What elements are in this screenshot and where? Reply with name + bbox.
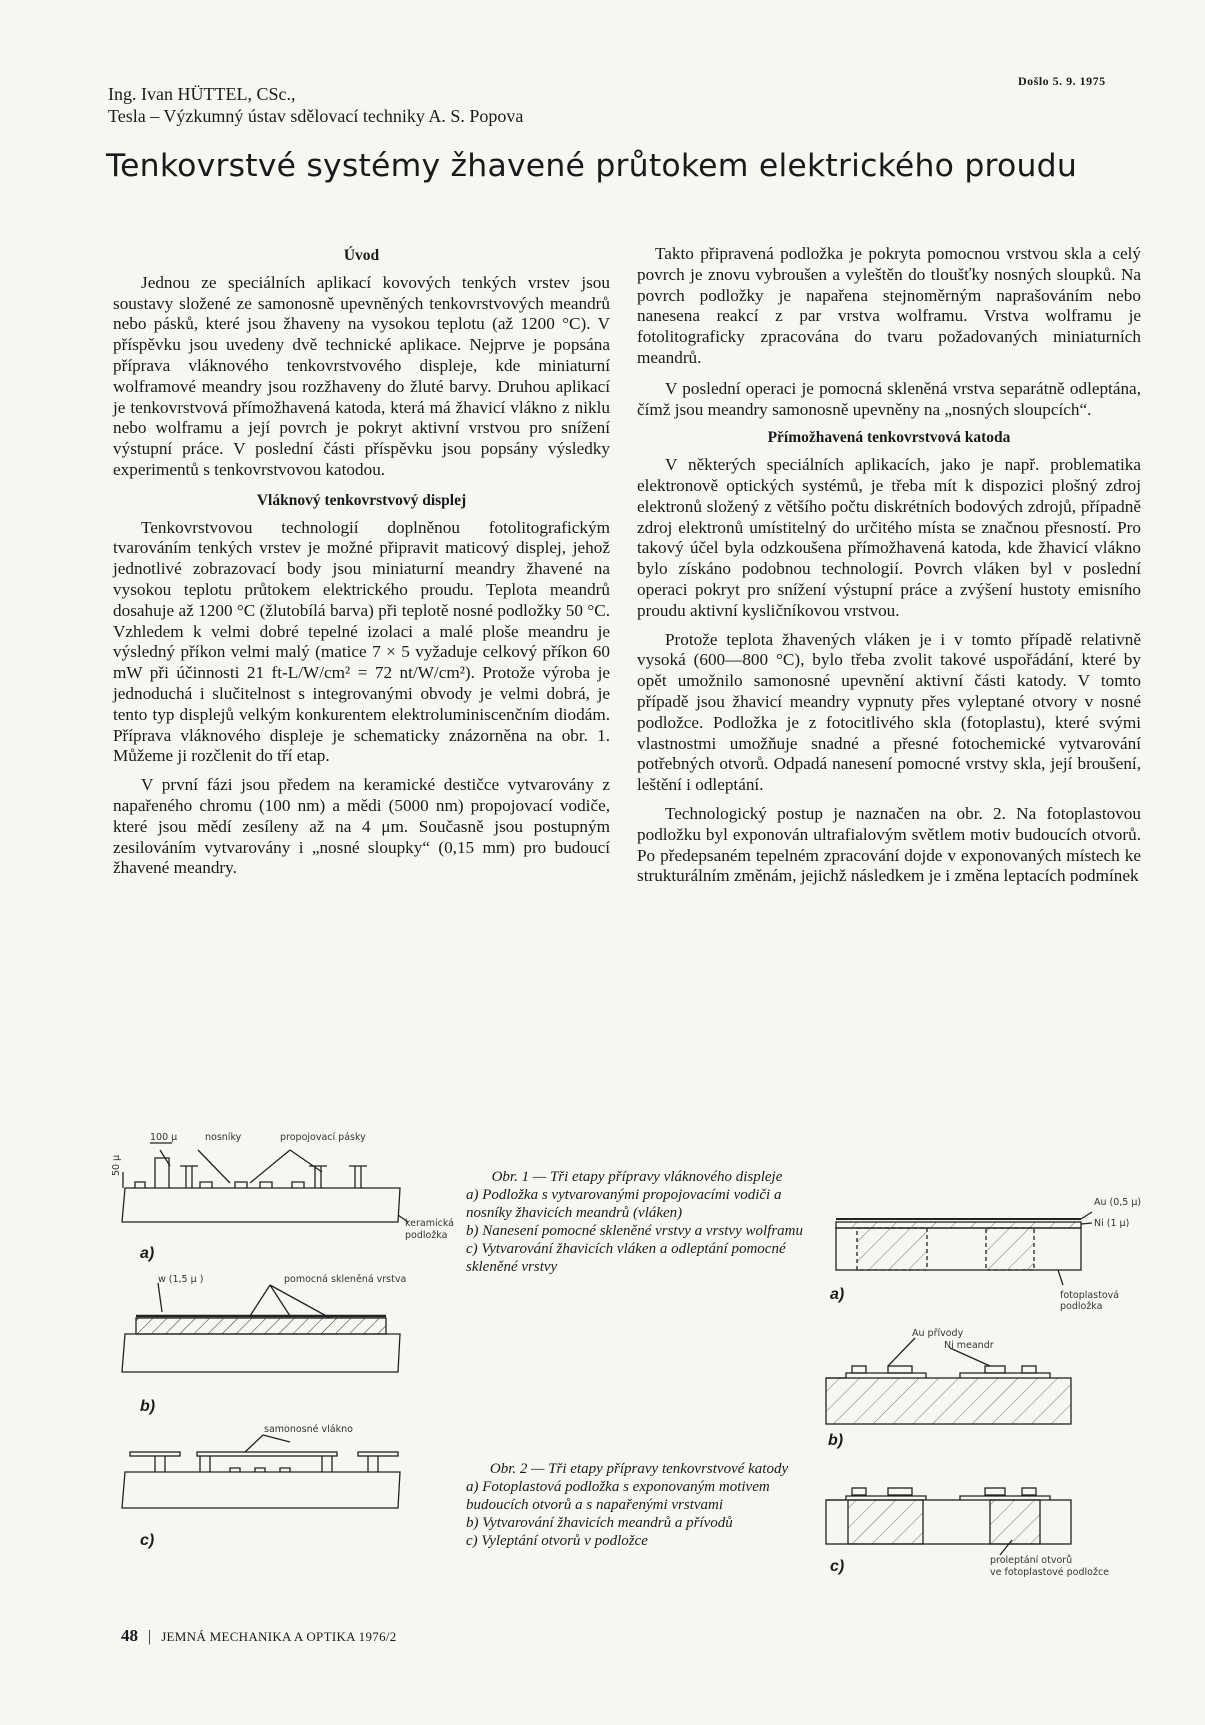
fig2-caption-c: c) Vyleptání otvorů v podložce (466, 1533, 648, 1549)
author-affiliation: Tesla – Výzkumný ústav sdělovací techniky A. S. Popova (108, 106, 524, 126)
display-paragraph-1: Tenkovrstvovou technologií doplněnou fotolitografickým tvarováním tenkých vrstev je možné připravit maticový displej, jehož jednotlivé zobrazovací body jsou miniaturní meandry žhavené na vysokou teplotu průtokem elektrického proudu. Teplota meandrů dosahuje až 1200 °C (žlutobílá barva) při teplotě nosné podložky 50 °C. Vzhledem k velmi dobré tepelné izolaci a malé ploše meandru je výsledný příkon velmi malý (matice 7 × 5 vyžaduje celkový příkon 60 mW při účinnosti 21 ft-L/W/cm² = 72 nt/W/cm²). Protože výroba je jednoduchá i slučitelnost s integrovanými obvody je velmi dobrá, je tento typ displejů velkým konkurentem elektroluminiscenčním diodám. Příprava vláknového displeje je schematicky znázorněna na obr. 1. Můžeme ji rozčlenit do tří etap. (113, 517, 610, 766)
figure2-caption (466, 1460, 812, 1550)
annot-propojovaci: propojovací pásky (280, 1132, 366, 1143)
heading-cathode: Přímožhavená tenkovrstvová katoda (767, 429, 1011, 447)
cathode-paragraph-3: Technologický postup je naznačen na obr. 2. Na fotoplastovou podložku byl exponován ultrafialovým světlem motiv budoucích otvorů. Po předepsaném tepelném zpracování dojde v exponovaných místech ke strukturálním změnám, jejichž následkem je i změna leptacích podmínek (637, 803, 1141, 886)
annot-vlakno: samonosné vlákno (264, 1424, 353, 1435)
annot-au: Au (0,5 μ) (1094, 1197, 1142, 1208)
continuation-paragraph: Takto připravená podložka je pokryta pomocnou vrstvou skla a celý povrch je znovu vybroušen a vyleštěn do tloušťky nosných sloupků. Na povrch podložky je napařena stejnoměrným naprašováním nebo nanesena reakcí z par vrstva wolframu. Vrstva wolframu je fotolitograficky zpracována do tvaru požadovaných miniaturních meandrů. (637, 244, 1141, 367)
fig2-caption-b: b) Vytvarování žhavicích meandrů a přívodů (466, 1515, 733, 1531)
annot-foto-2: podložka (1060, 1301, 1103, 1312)
separation-paragraph: V poslední operaci je pomocná skleněná vrstva separátně odleptána, čímž jsou meandry samonosně upevněny na „nosných sloupcích“. (637, 378, 1141, 419)
fig1-caption-a: a) Podložka s vytvarovanými propojovacími vodiči a nosníky žhavicích meandrů (vláken) (466, 1187, 782, 1221)
annot-au-privody: Au přívody (912, 1328, 964, 1339)
article-title: Tenkovrstvé systémy žhavené průtokem elektrického proudu (106, 148, 1077, 184)
fig1-caption-c: c) Vytvarování žhavicích vláken a odleptání pomocné skleněné vrstvy (466, 1241, 786, 1275)
fig1-caption-b: b) Nanesení pomocné skleněné vrstvy a vrstvy wolframu (466, 1223, 803, 1239)
fig2a-diagram (836, 1212, 1092, 1285)
annot-sklo: pomocná skleněná vrstva (284, 1274, 407, 1285)
received-date: Došlo 5. 9. 1975 (1018, 74, 1106, 88)
heading-display: Vláknový tenkovrstvový displej (256, 491, 467, 509)
fig1-label-c: c) (140, 1532, 155, 1549)
fig2-label-b: b) (828, 1432, 844, 1449)
fig1-caption-title: Obr. 1 — Tři etapy přípravy vláknového displeje (491, 1169, 783, 1185)
fig1-label-b: b) (140, 1398, 156, 1415)
fig1a-diagram (122, 1143, 408, 1222)
author-name: Ing. Ivan HÜTTEL, CSc., (108, 84, 296, 104)
annot-ni-meandr: Ni meandr (944, 1340, 994, 1351)
fig2-caption-a: a) Fotoplastová podložka s exponovaným motivem budoucích otvorů a s napařenými vrstvami (466, 1479, 770, 1513)
annot-nosniky: nosníky (205, 1132, 242, 1143)
annot-keramicka-1: keramická (405, 1218, 455, 1229)
annot-100u: 100 μ (150, 1132, 178, 1143)
heading-intro: Úvod (343, 247, 380, 264)
annot-ni: Ni (1 μ) (1094, 1218, 1130, 1229)
annot-foto-1: fotoplastová (1060, 1290, 1120, 1301)
annot-w: w (1,5 μ ) (158, 1274, 204, 1285)
fig2-caption-title: Obr. 2 — Tři etapy přípravy tenkovrstvové katody (489, 1461, 789, 1477)
fig1-label-a: a) (140, 1245, 155, 1262)
figure1-caption (466, 1168, 808, 1276)
cathode-paragraph-2: Protože teplota žhavených vláken je i v tomto případě relativně vysoká (600—800 °C), bylo třeba zvolit takové uspořádání, které by opět umožnilo samonosné upevnění aktivní části katody. V tomto případě jsou žhavicí meandry vypnuty přes vyleptané otvory v nosné podložce. Podložka je z fotocitlivého skla (fotoplastu), které svými vlastnostmi umožňuje snadné a přesné fotochemické vytvarování potřebných otvorů. Odpadá nanesení pomocné vrstvy skla, její broušení, leštění i odleptání. (637, 629, 1141, 795)
fig1c-diagram (122, 1435, 400, 1508)
fig1b-diagram (122, 1283, 400, 1372)
journal-name: JEMNÁ MECHANIKA A OPTIKA 1976/2 (161, 1629, 397, 1644)
display-paragraph-2: V první fázi jsou předem na keramické destičce vytvarovány z napařeného chromu (100 nm) a mědi (5000 nm) propojovací vodiče, které jsou mědí zesíleny až na 4 μm. Současně jsou postupným zesilováním vytvarovány i „nosné sloupky“ (0,15 mm) pro budoucí žhavené meandry. (113, 775, 610, 878)
fig2c-diagram (826, 1488, 1071, 1555)
annot-vyleptani-2: ve fotoplastové podložce (990, 1567, 1110, 1578)
intro-paragraph: Jednou ze speciálních aplikací kovových tenkých vrstev jsou soustavy složené ze samonosně upevněných tenkovrstvových meandrů nebo pásků, které jsou žhaveny na vysokou teplotu (až 1200 °C). V příspěvku jsou uvedeny dvě technické aplikace. Nejprve je popsána příprava vláknového tenkovrstvového displeje, kde miniaturní wolframové meandry jsou rozžhaveny do žluté barvy. Druhou aplikací je tenkovrstvová přímožhavená katoda, která má žhavicí vlákno z niklu nebo wolframu a její povrch je pokryt aktivní vrstvou pro snížení výstupní práce. V poslední části příspěvku jsou popsány výsledky experimentů s tenkovrstvovou katodou. (113, 272, 610, 479)
annot-keramicka-2: podložka (405, 1230, 448, 1241)
annot-50u: 50 μ (111, 1154, 122, 1176)
page-footer: 48 | JEMNÁ MECHANIKA A OPTIKA 1976/2 (121, 1626, 397, 1645)
fig2-label-c: c) (830, 1558, 845, 1575)
page-number: 48 (121, 1626, 138, 1645)
cathode-paragraph-1: V některých speciálních aplikacích, jako je např. problematika elektronově optických systémů, je třeba mít k dispozici plošný zdroj elektronů složený z většího počtu diskrétních bodových zdrojů, případně zdroj elektronů umístitelný do určitého místa se značnou přesností. Pro takový účel byla odzkoušena přímožhavená katoda, kde žhavicí vlákno bylo získáno podobnou technologií. Povrch vláken byl v poslední operaci pokryt pro snížení výstupní práce a zvýšení hustoty emisního proudu aktivní kysličníkovou vrstvou. (637, 455, 1141, 620)
fig2-label-a: a) (830, 1286, 845, 1303)
annot-vyleptani-1: proleptání otvorů (990, 1555, 1073, 1566)
